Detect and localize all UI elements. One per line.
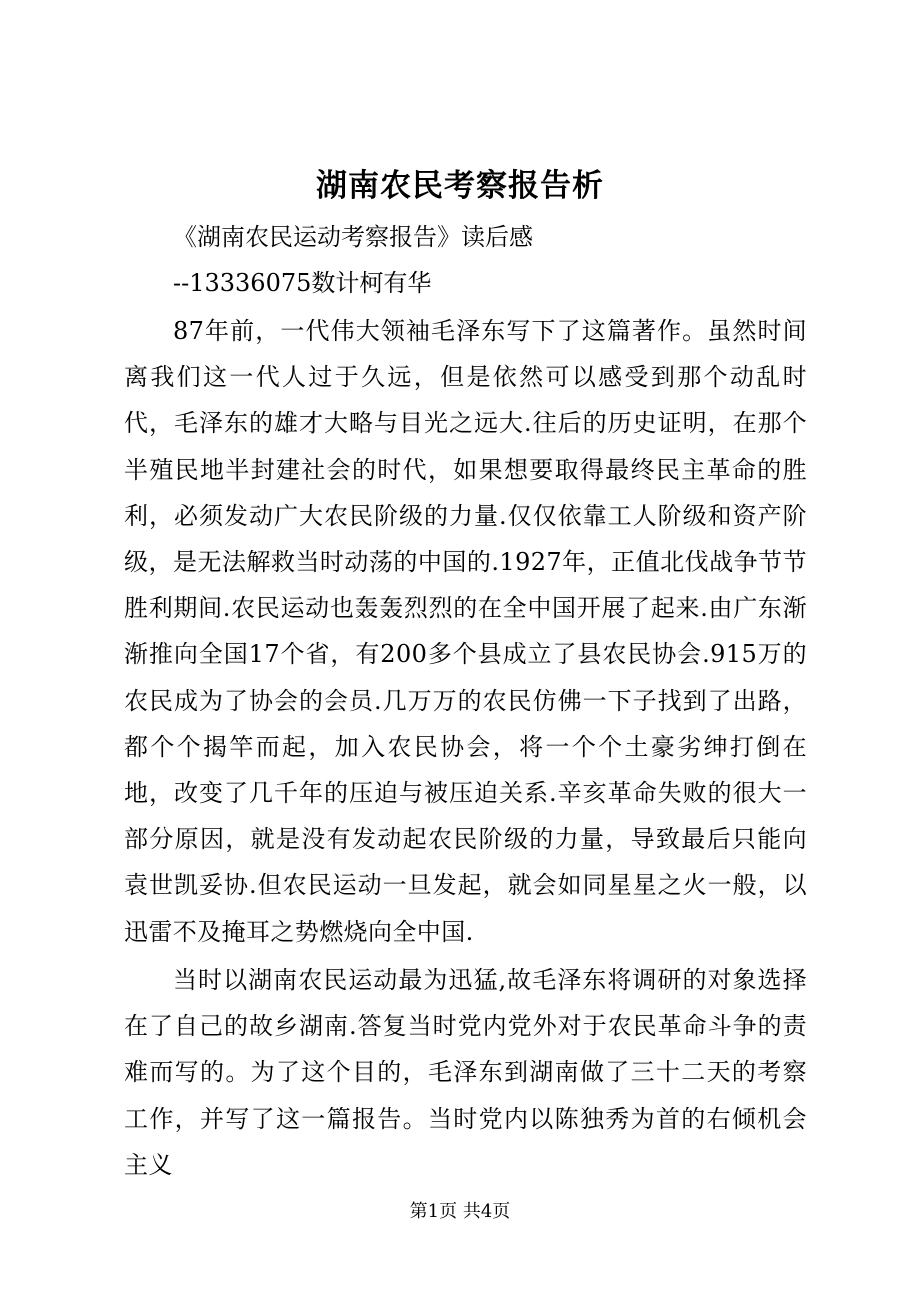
- body-paragraph-2: 当时以湖南农民运动最为迅猛,故毛泽东将调研的对象选择在了自己的故乡湖南.答复当时党内党外对于农民革命斗争的责难而写的。为了这个目的，毛泽东到湖南做了三十二天的考察工作，并写了这一篇报告。当时党内以陈独秀为首的右倾机会主义: [124, 966, 807, 1179]
- author-line: --13336075数计柯有华: [173, 269, 432, 297]
- page-footer: 第1页 共4页: [409, 1201, 511, 1222]
- document-title: 湖南农民考察报告析: [316, 168, 604, 204]
- body-paragraph-1: 87年前，一代伟大领袖毛泽东写下了这篇著作。虽然时间离我们这一代人过于久远，但是依然可以感受到那个动乱时代，毛泽东的雄才大略与目光之远大.往后的历史证明，在那个半殖民地半封建社会的时代，如果想要取得最终民主革命的胜利，必须发动广大农民阶级的力量.仅仅依靠工人阶级和资产阶级，是无法解救当时动荡的中国的.1927年，正值北伐战争节节胜利期间.农民运动也轰轰烈烈的在全中国开展了起来.由广东渐渐推向全国17个省，有200多个县成立了县农民协会.915万的农民成为了协会的会员.几万万的农民仿佛一下子找到了出路，都个个揭竿而起，加入农民协会，将一个个土豪劣绅打倒在地，改变了几千年的压迫与被压迫关系.辛亥革命失败的很大一部分原因，就是没有发动起农民阶级的力量，导致最后只能向袁世凯妥协.但农民运动一旦发起，就会如同星星之火一般，以迅雷不及掩耳之势燃烧向全中国.: [124, 317, 807, 946]
- document-subtitle: 《湖南农民运动考察报告》读后感: [173, 223, 533, 251]
